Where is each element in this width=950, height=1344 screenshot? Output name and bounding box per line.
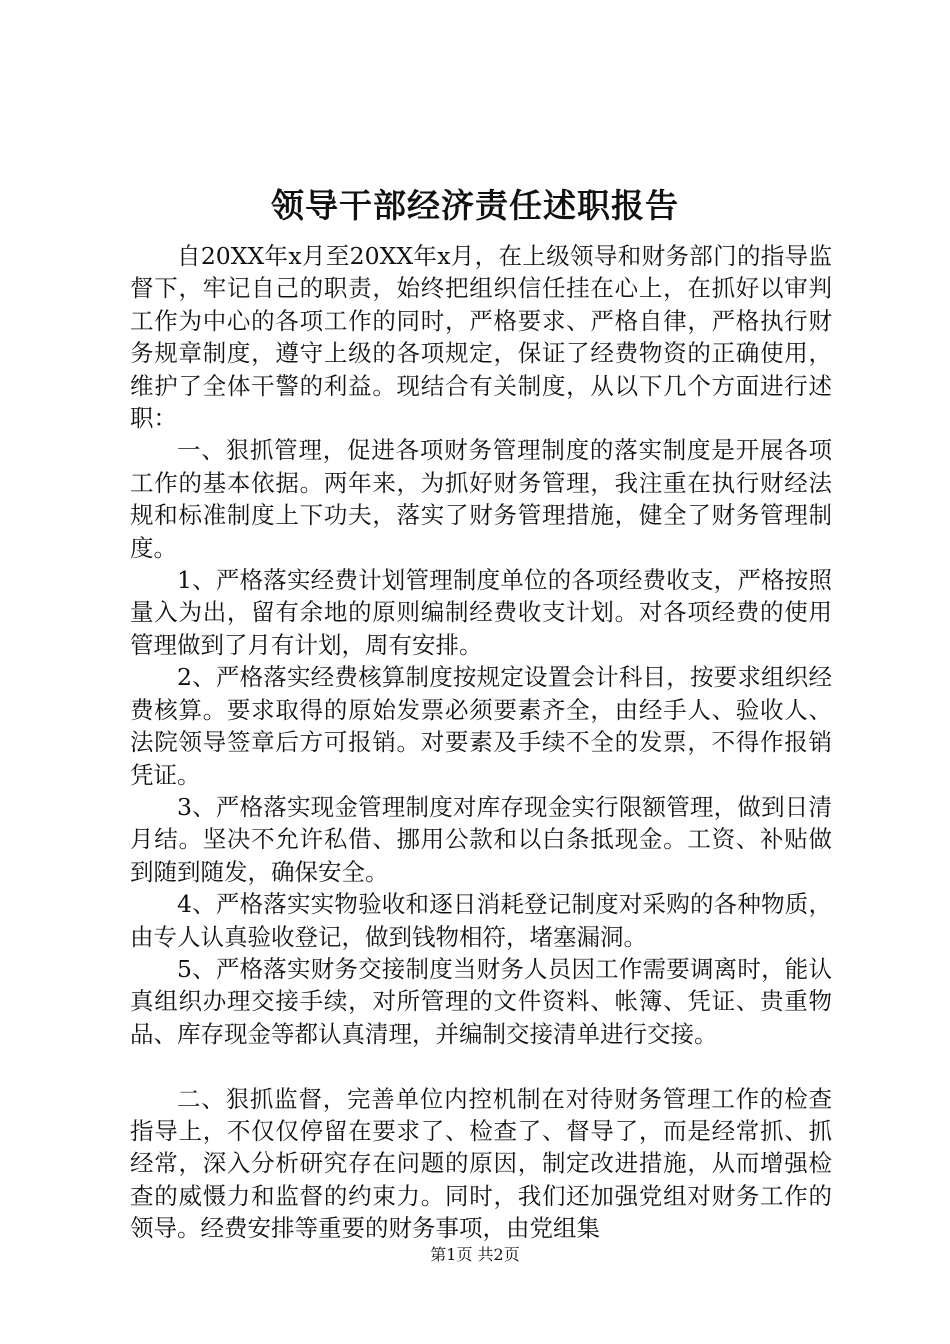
item-2-paragraph: 2、严格落实经费核算制度按规定设置会计科目，按要求组织经费核算。要求取得的原始发票必须要素齐全，由经手人、验收人、法院领导签章后方可报销。对要素及手续不全的发票，不得作报销凭证。 (130, 663, 832, 789)
item-1-paragraph: 1、严格落实经费计划管理制度单位的各项经费收支，严格按照量入为出，留有余地的原则编制经费收支计划。对各项经费的使用管理做到了月有计划，周有安排。 (130, 566, 832, 659)
document-title: 领导干部经济责任述职报告 (271, 186, 679, 225)
item-4-paragraph: 4、严格落实实物验收和逐日消耗登记制度对采购的各种物质，由专人认真验收登记，做到钱物相符，堵塞漏洞。 (130, 890, 832, 951)
paragraph-spacer (130, 1050, 832, 1082)
section-one-paragraph: 一、狠抓管理，促进各项财务管理制度的落实制度是开展各项工作的基本依据。两年来，为抓好财务管理，我注重在执行财经法规和标准制度上下功夫，落实了财务管理措施，健全了财务管理制度。 (130, 436, 832, 562)
section-two-paragraph: 二、狠抓监督，完善单位内控机制在对待财务管理工作的检查指导上，不仅仅停留在要求了、检查了、督导了，而是经常抓、抓经常，深入分析研究存在问题的原因，制定改进措施，从而增强检查的威慑力和监督的约束力。同时，我们还加强党组对财务工作的领导。经费安排等重要的财务事项，由党组集 (130, 1084, 832, 1243)
page-number-footer: 第1页 共2页 (430, 1245, 520, 1264)
document-body (130, 240, 832, 1245)
item-5-paragraph: 5、严格落实财务交接制度当财务人员因工作需要调离时，能认真组织办理交接手续，对所管理的文件资料、帐簿、凭证、贵重物品、库存现金等都认真清理，并编制交接清单进行交接。 (130, 954, 832, 1048)
intro-paragraph: 自20XX年x月至20XX年x月，在上级领导和财务部门的指导监督下，牢记自己的职责，始终把组织信任挂在心上，在抓好以审判工作为中心的各项工作的同时，严格要求、严格自律，严格执行财务规章制度，遵守上级的各项规定，保证了经费物资的正确使用，维护了全体干警的利益。现结合有关制度，从以下几个方面进行述职： (130, 242, 832, 433)
item-3-paragraph: 3、严格落实现金管理制度对库存现金实行限额管理，做到日清月结。坚决不允许私借、挪用公款和以白条抵现金。工资、补贴做到随到随发，确保安全。 (130, 792, 832, 886)
